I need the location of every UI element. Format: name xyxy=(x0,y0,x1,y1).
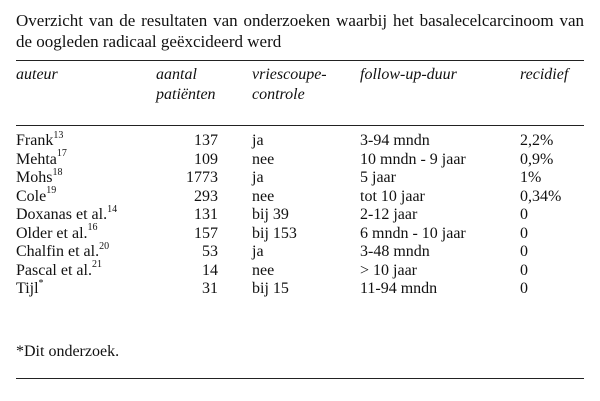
table-caption: Overzicht van de resultaten van onderzoeken waarbij het basalecelcarcinoom van de oogleden radicaal geëxcideerd werd xyxy=(16,11,584,51)
header-control-line1: vriescoupe- xyxy=(252,66,327,83)
cell-recurrence: 0 xyxy=(520,261,528,279)
cell-author xyxy=(16,277,44,299)
cell-patients: 1773 xyxy=(186,169,218,186)
author-name: Frank xyxy=(16,132,54,149)
cell-control: bij 15 xyxy=(252,280,289,297)
table-body xyxy=(16,129,584,299)
table-row xyxy=(16,129,584,151)
author-reference: 19 xyxy=(46,185,57,197)
cell-recurrence: 0,9% xyxy=(520,150,554,168)
header-author: auteur xyxy=(16,66,58,83)
table-row xyxy=(16,259,584,281)
header-followup: follow-up-duur xyxy=(360,66,457,83)
cell-recurrence: 1% xyxy=(520,169,542,186)
cell-patients: 53 xyxy=(202,243,218,260)
cell-recurrence: 0,34% xyxy=(520,187,562,205)
cell-recurrence: 0 xyxy=(520,280,528,297)
cell-author xyxy=(16,259,102,281)
header-patients-line1: aantal xyxy=(156,66,197,83)
table-row xyxy=(16,277,584,299)
cell-followup: > 10 jaar xyxy=(360,261,417,279)
table-row xyxy=(16,166,584,188)
cell-followup: tot 10 jaar xyxy=(360,187,425,205)
cell-recurrence: 0 xyxy=(520,224,528,242)
cell-followup: 10 mndn - 9 jaar xyxy=(360,150,466,168)
author-name: Cole xyxy=(16,187,47,205)
cell-control: nee xyxy=(252,187,275,205)
table-row xyxy=(16,203,584,225)
table-container xyxy=(16,8,584,299)
cell-patients: 14 xyxy=(202,261,218,279)
cell-author xyxy=(16,203,118,225)
cell-followup: 11-94 mndn xyxy=(360,280,438,297)
cell-control: bij 39 xyxy=(252,206,289,223)
author-reference: 20 xyxy=(99,240,110,252)
author-reference: 13 xyxy=(53,129,64,141)
table-row xyxy=(16,185,584,207)
author-reference: * xyxy=(38,277,44,289)
author-name: Tijl xyxy=(16,280,39,297)
author-name: Pascal et al. xyxy=(16,261,92,279)
cell-control: bij 153 xyxy=(252,224,297,242)
author-name: Mehta xyxy=(16,150,57,168)
author-reference: 14 xyxy=(107,203,118,215)
cell-control: ja xyxy=(252,169,264,186)
cell-followup: 5 jaar xyxy=(360,169,396,186)
header-control xyxy=(252,65,327,105)
author-reference: 16 xyxy=(87,222,98,234)
cell-author xyxy=(16,185,57,207)
cell-followup: 3-94 mndn xyxy=(360,132,430,149)
cell-control: ja xyxy=(252,132,264,149)
footnote: *Dit onderzoek. xyxy=(16,343,120,360)
cell-followup: 2-12 jaar xyxy=(360,206,418,223)
author-name: Doxanas et al. xyxy=(16,206,108,223)
author-reference: 21 xyxy=(91,259,102,271)
cell-patients: 137 xyxy=(194,132,218,149)
header-control-line2: controle xyxy=(252,86,305,103)
table-row xyxy=(16,148,584,170)
author-reference: 17 xyxy=(56,148,67,160)
author-reference: 18 xyxy=(52,166,63,178)
header-rule xyxy=(16,125,584,126)
cell-patients: 31 xyxy=(202,280,218,297)
cell-recurrence: 0 xyxy=(520,206,528,223)
cell-patients: 157 xyxy=(194,224,218,242)
cell-author xyxy=(16,222,98,244)
author-name: Mohs xyxy=(16,169,53,186)
cell-control: ja xyxy=(252,243,264,260)
cell-patients: 293 xyxy=(194,187,218,205)
author-name: Chalfin et al. xyxy=(16,243,100,260)
header-recurrence: recidief xyxy=(520,66,569,83)
cell-patients: 109 xyxy=(194,150,218,168)
cell-recurrence: 2,2% xyxy=(520,132,554,149)
cell-followup: 3-48 mndn xyxy=(360,243,430,260)
cell-control: nee xyxy=(252,150,275,168)
table-header xyxy=(16,65,584,119)
cell-followup: 6 mndn - 10 jaar xyxy=(360,224,466,242)
cell-recurrence: 0 xyxy=(520,243,528,260)
header-patients-line2: patiënten xyxy=(156,86,216,103)
header-patients xyxy=(156,65,216,105)
top-rule xyxy=(16,60,584,61)
author-name: Older et al. xyxy=(16,224,88,242)
cell-patients: 131 xyxy=(194,206,218,223)
cell-control: nee xyxy=(252,261,275,279)
bottom-rule xyxy=(16,378,584,379)
